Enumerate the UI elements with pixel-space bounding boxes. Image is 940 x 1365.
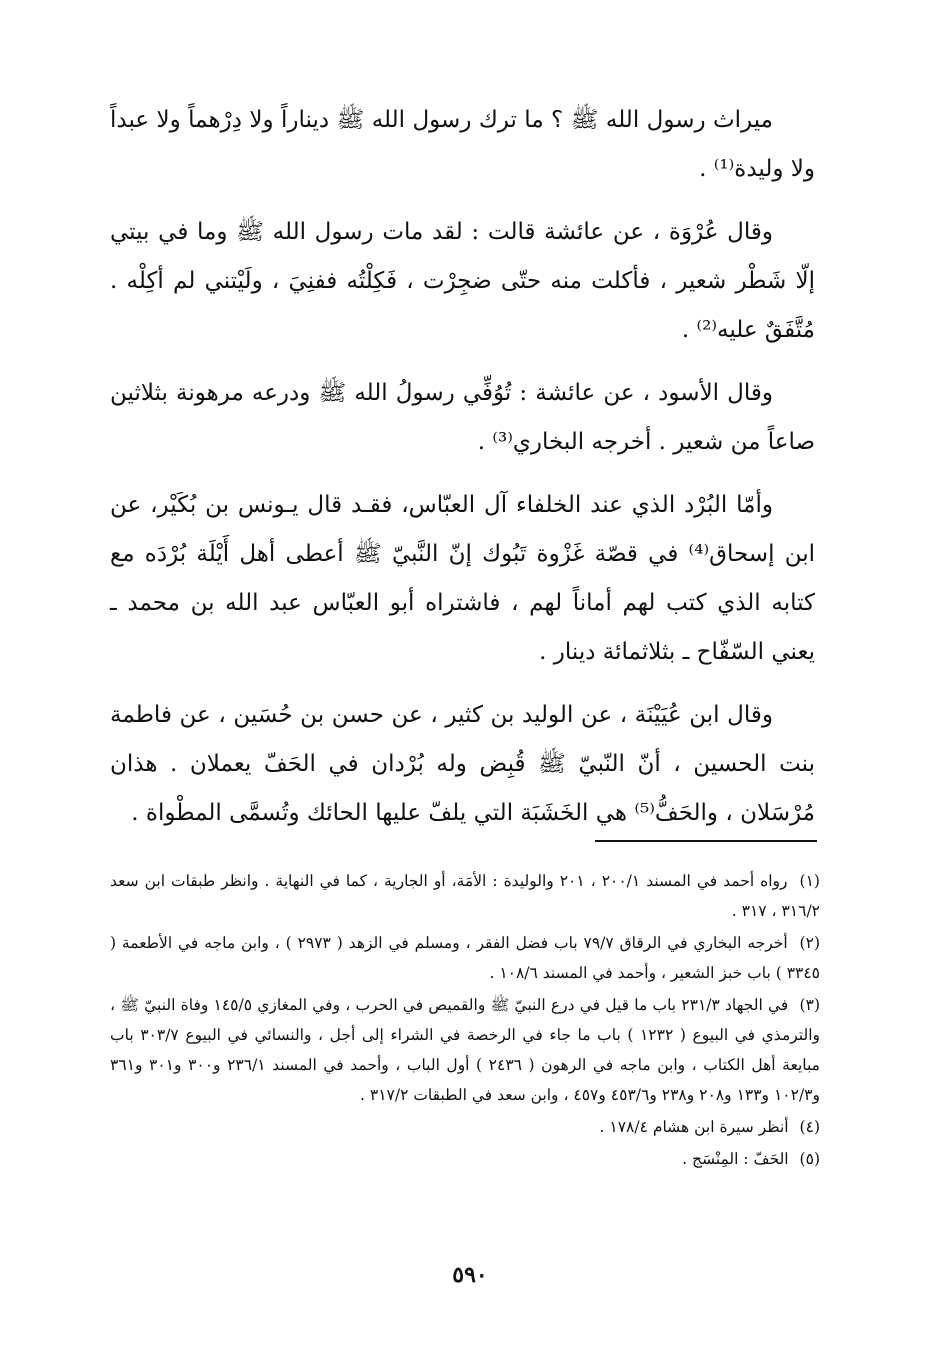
footnote-2 bbox=[110, 928, 820, 988]
footnote-marker: (٣) bbox=[799, 996, 820, 1014]
footnote-5 bbox=[110, 1144, 820, 1174]
footnotes bbox=[110, 866, 820, 1176]
footnote-marker: (٤) bbox=[799, 1118, 820, 1136]
footnote-separator bbox=[595, 840, 817, 842]
paragraph-5: وقال ابن عُيَيْنَة ، عن الوليد بن كثير ، عن حسن بن حُسَين ، عن فاطمة بنت الحسين ، أنّ النّبيّ ﷺ قُبِض وله بُرْدان في الحَفّ يعملان . هذان مُرْسَلان ، والحَفُّ⁽⁵⁾ هي الخَشَبَة التي يلفّ عليها الحائك وتُسمَّى المطْواة . bbox=[110, 702, 815, 826]
footnote-marker: (٥) bbox=[799, 1150, 820, 1168]
paragraph-1: ميراث رسول الله ﷺ ؟ ما ترك رسول الله ﷺ ديناراً ولا دِرْهماً ولا عبداً ولا وليدة⁽¹⁾ . bbox=[110, 107, 815, 182]
footnote-marker: (١) bbox=[799, 872, 820, 890]
footnote-text: أخرجه البخاري في الرقاق ٧٩/٧ باب فضل الفقر ، ومسلم في الزهد ( ٢٩٧٣ ) ، وابن ماجه في الأطعمة ( ٣٣٤٥ ) باب خبز الشعير ، وأحمد في المسند ١٠٨/٦ . bbox=[110, 934, 820, 982]
paragraph-4: وأمّا البُرْد الذي عند الخلفاء آل العبّاس، فقـد قال يـونس بن بُكَيْر، عن ابن إسحاق⁽⁴⁾ في قصّة غَزْوة تَبُوك إنّ النَّبيّ ﷺ أعطى أهل أَيْلَة بُرْدَه مع كتابه الذي كتب لهم أماناً لهم ، فاشتراه أبو العبّاس عبد الله بن محمد ـ يعني السّفّاح ـ بثلاثمائة دينار . bbox=[110, 492, 815, 665]
main-text bbox=[110, 96, 815, 852]
footnote-text: في الجهاد ٢٣١/٣ باب ما قيل في درع النبيّ ﷺ والقميص في الحرب ، وفي المغازي ١٤٥/٥ وفاة النبيّ ﷺ ، والترمذي في البيوع ( ١٢٣٢ ) باب ما جاء في الرخصة في الشراء إلى أجل ، والنسائي في البيوع ٣٠٣/٧ باب مبايعة أهل الكتاب ، وابن ماجه في الرهون ( ٢٤٣٦ ) أول الباب ، وأحمد في المسند ٢٣٦/١ و٣٠٠ و٣٠١ و٣٦١ و١٠٢/٣ و١٣٣ و٢٠٨ و٢٣٨ و٤٥٣/٦ و٤٥٧ ، وابن سعد في الطبقات ٣١٧/٢ . bbox=[110, 996, 820, 1104]
footnote-text: أنظر سيرة ابن هشام ١٧٨/٤ . bbox=[599, 1118, 789, 1136]
footnote-text: رواه أحمد في المسند ٢٠٠/١ ، ٢٠١ والوليدة : الأمَة، أو الجارية ، كما في النهاية . وانظر طبقات ابن سعد ٣١٦/٢ ، ٣١٧ . bbox=[110, 872, 820, 920]
footnote-marker: (٢) bbox=[799, 934, 820, 952]
paragraph-2: وقال عُرْوَة ، عن عائشة قالت : لقد مات رسول الله ﷺ وما في بيتي إلّا شَطْر شعير ، فأكلت منه حتّى ضجِرْت ، فَكِلْتُه ففنِيَ ، ولَيْتني لم أكِلْه . مُتَّفَقٌ عليه⁽²⁾ . bbox=[110, 219, 815, 343]
page-number: ٥٩٠ bbox=[452, 1262, 488, 1288]
footnote-3 bbox=[110, 990, 820, 1110]
footnote-1 bbox=[110, 866, 820, 926]
footnote-text: الحَفّ : المِنْسَج . bbox=[682, 1150, 789, 1168]
paragraph-3: وقال الأسود ، عن عائشة : تُوُفِّي رسولُ الله ﷺ ودرعه مرهونة بثلاثين صاعاً من شعير . أخرجه البخاري⁽³⁾ . bbox=[110, 380, 815, 455]
footnote-4 bbox=[110, 1112, 820, 1142]
